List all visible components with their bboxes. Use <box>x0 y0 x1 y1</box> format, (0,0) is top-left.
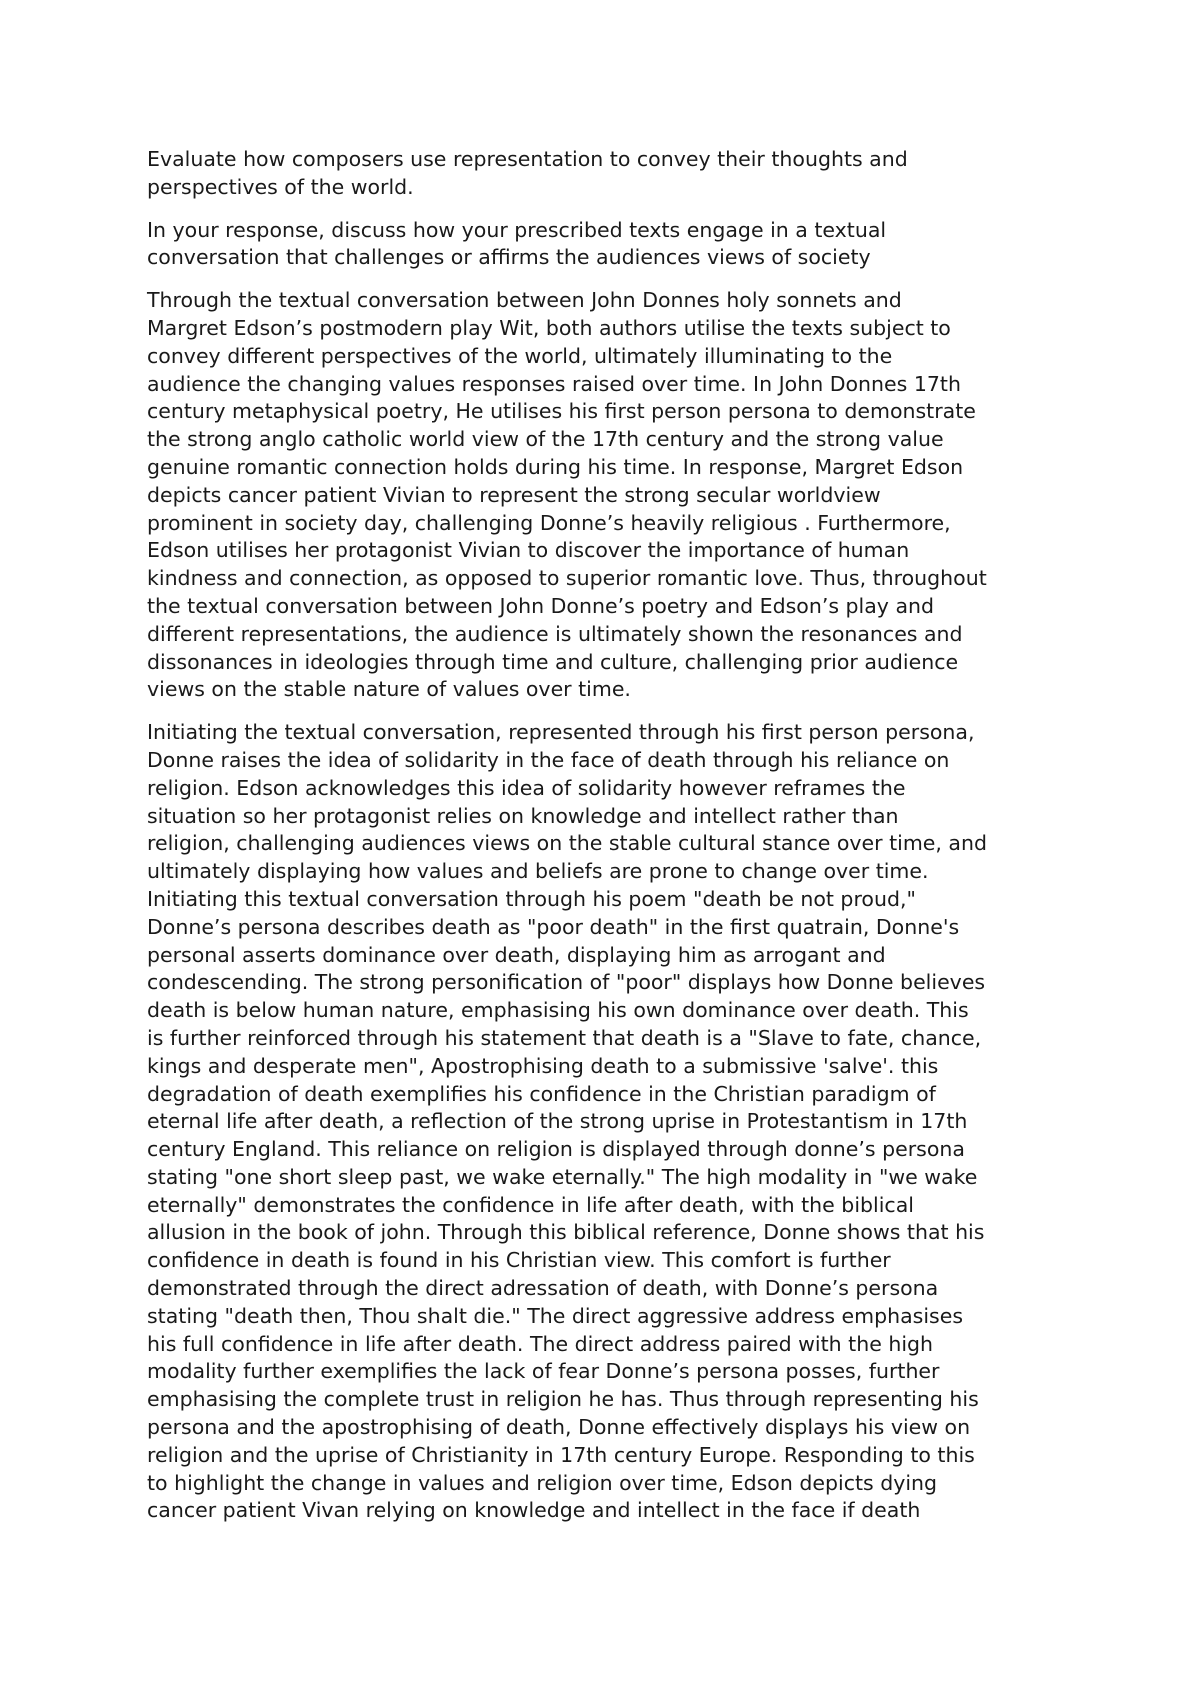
text-line: prominent in society day, challenging Donne’s heavily religious . Furthermore, <box>147 510 951 535</box>
document-page <box>147 146 1067 1540</box>
text-line: cancer patient Vivan relying on knowledge and intellect in the face if death <box>147 1498 921 1523</box>
text-line: audience the changing values responses raised over time. In John Donnes 17th <box>147 371 961 396</box>
text-line: stating "death then, Thou shalt die." The direct aggressive address emphasises <box>147 1303 964 1328</box>
text-line: to highlight the change in values and religion over time, Edson depicts dying <box>147 1470 938 1495</box>
text-line: Evaluate how composers use representation to convey their thoughts and <box>147 147 908 171</box>
text-line: Margret Edson’s postmodern play Wit, both authors utilise the texts subject to <box>147 315 951 340</box>
text-line: death is below human nature, emphasising his own dominance over death. This <box>147 998 969 1023</box>
text-line: the textual conversation between John Donne’s poetry and Edson’s play and <box>147 593 935 618</box>
text-line: genuine romantic connection holds during his time. In response, Margret Edson <box>147 454 964 479</box>
text-line: Initiating this textual conversation through his poem "death be not proud," <box>147 886 916 911</box>
text-line: is further reinforced through his statement that death is a "Slave to fate, chance, <box>147 1025 982 1050</box>
text-line: century metaphysical poetry, He utilises his first person persona to demonstrate <box>147 399 976 424</box>
text-line: situation so her protagonist relies on knowledge and intellect rather than <box>147 803 899 828</box>
text-line: Through the textual conversation between John Donnes holy sonnets and <box>147 288 902 313</box>
text-line: confidence in death is found in his Christian view. This comfort is further <box>147 1248 891 1273</box>
text-line: perspectives of the world. <box>147 174 414 199</box>
introduction-paragraph <box>147 287 1067 704</box>
prompt-question <box>147 146 1067 202</box>
text-line: stating "one short sleep past, we wake eternally." The high modality in "we wake <box>147 1164 978 1189</box>
text-line: kings and desperate men", Apostrophising death to a submissive 'salve'. this <box>147 1053 939 1078</box>
text-line: dissonances in ideologies through time and culture, challenging prior audience <box>147 649 959 674</box>
text-line: his full confidence in life after death. The direct address paired with the high <box>147 1331 934 1356</box>
text-line: religion, challenging audiences views on the stable cultural stance over time, and <box>147 831 987 856</box>
text-line: kindness and connection, as opposed to superior romantic love. Thus, throughout <box>147 566 987 591</box>
text-line: In your response, discuss how your prescribed texts engage in a textual <box>147 217 887 242</box>
text-line: convey different perspectives of the world, ultimately illuminating to the <box>147 343 893 368</box>
text-line: allusion in the book of john. Through this biblical reference, Donne shows that his <box>147 1220 985 1245</box>
text-line: religion. Edson acknowledges this idea of solidarity however reframes the <box>147 775 906 800</box>
text-line: conversation that challenges or affirms the audiences views of society <box>147 245 871 270</box>
text-line: century England. This reliance on religion is displayed through donne’s persona <box>147 1137 965 1162</box>
body-paragraph <box>147 719 1067 1525</box>
text-line: modality further exemplifies the lack of fear Donne’s persona posses, further <box>147 1359 940 1384</box>
text-line: views on the stable nature of values over time. <box>147 677 631 702</box>
text-line: eternal life after death, a reflection of the strong uprise in Protestantism in 17th <box>147 1109 968 1134</box>
text-line: persona and the apostrophising of death, Donne effectively displays his view on <box>147 1415 971 1440</box>
text-line: degradation of death exemplifies his confidence in the Christian paradigm of <box>147 1081 936 1106</box>
text-line: personal asserts dominance over death, displaying him as arrogant and <box>147 942 886 967</box>
text-line: demonstrated through the direct adressation of death, with Donne’s persona <box>147 1276 939 1301</box>
text-line: ultimately displaying how values and beliefs are prone to change over time. <box>147 859 929 884</box>
text-line: depicts cancer patient Vivian to represent the strong secular worldview <box>147 482 881 507</box>
text-line: Donne’s persona describes death as "poor death" in the first quatrain, Donne's <box>147 914 960 939</box>
text-line: Donne raises the idea of solidarity in the face of death through his reliance on <box>147 747 950 772</box>
text-line: different representations, the audience is ultimately shown the resonances and <box>147 621 963 646</box>
text-line: eternally" demonstrates the confidence in life after death, with the biblical <box>147 1192 914 1217</box>
prompt-instruction <box>147 217 1067 273</box>
text-line: the strong anglo catholic world view of the 17th century and the strong value <box>147 427 944 452</box>
text-line: condescending. The strong personification of "poor" displays how Donne believes <box>147 970 986 995</box>
text-line: emphasising the complete trust in religion he has. Thus through representing his <box>147 1387 979 1412</box>
text-line: religion and the uprise of Christianity in 17th century Europe. Responding to this <box>147 1442 975 1467</box>
text-line: Initiating the textual conversation, represented through his first person persona, <box>147 720 975 745</box>
text-line: Edson utilises her protagonist Vivian to discover the importance of human <box>147 538 910 563</box>
